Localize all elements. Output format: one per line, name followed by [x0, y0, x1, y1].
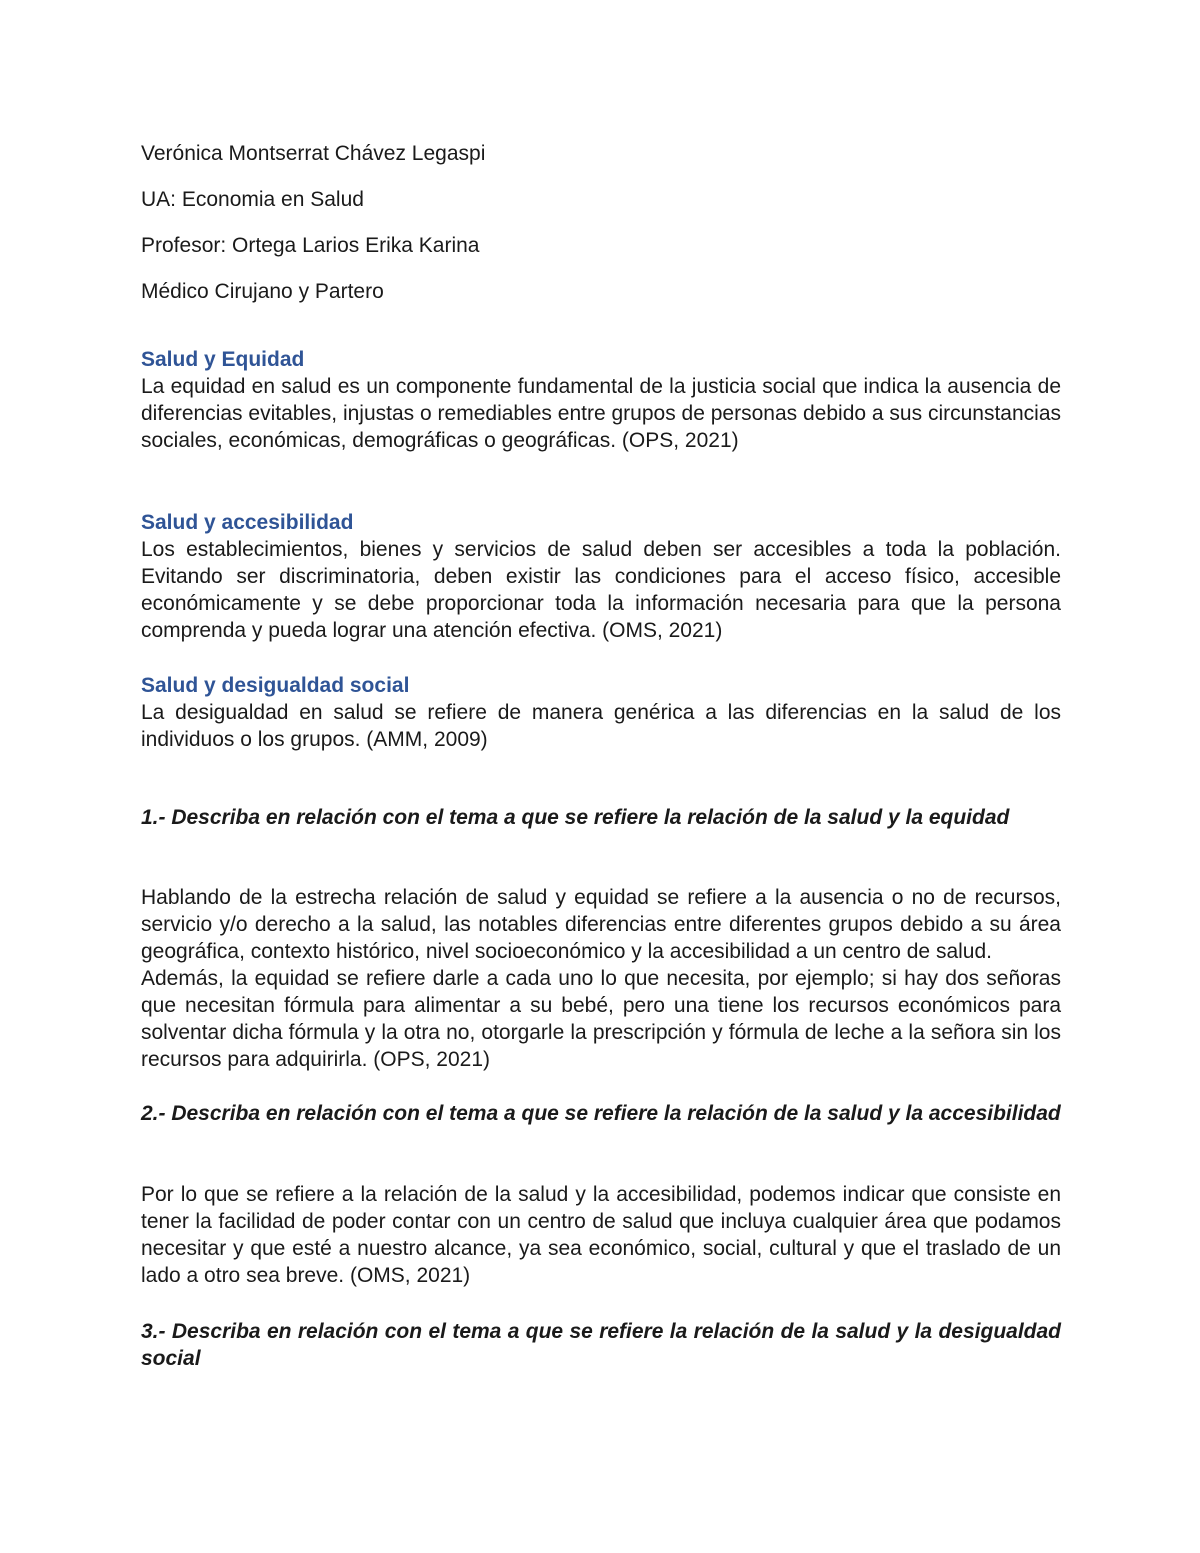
- section-heading: Salud y accesibilidad: [141, 511, 354, 534]
- section-desigualdad: [141, 672, 1061, 753]
- answer-paragraph: Además, la equidad se refiere darle a cada uno lo que necesita, por ejemplo; si hay dos señoras que necesitan fórmula para alimentar a su bebé, pero una tiene los recursos económicos para solventar dicha fórmula y la otra no, otorgarle la prescripción y fórmula de leche a la señora sin los recursos para adquirirla. (OPS, 2021): [141, 967, 1061, 1071]
- question-heading: 2.- Describa en relación con el tema a que se refiere la relación de la salud y la accesibilidad: [141, 1102, 1061, 1125]
- question-heading: 3.- Describa en relación con el tema a que se refiere la relación de la salud y la desigualdad social: [141, 1320, 1061, 1370]
- section-body: La equidad en salud es un componente fundamental de la justicia social que indica la ausencia de diferencias evitables, injustas o remediables entre grupos de personas debido a sus circunstancias sociales, económicas, demográficas o geográficas. (OPS, 2021): [141, 375, 1061, 452]
- section-accesibilidad: [141, 509, 1061, 644]
- question-3: [141, 1318, 1061, 1372]
- question-heading: 1.- Describa en relación con el tema a que se refiere la relación de la salud y la equidad: [141, 806, 1010, 829]
- answer-2: [141, 1181, 1061, 1289]
- answer-1: [141, 884, 1061, 1073]
- course-name: UA: Economia en Salud: [141, 188, 364, 211]
- student-name: Verónica Montserrat Chávez Legaspi: [141, 142, 486, 165]
- section-heading: Salud y Equidad: [141, 348, 305, 371]
- section-body: La desigualdad en salud se refiere de manera genérica a las diferencias en la salud de los individuos o los grupos. (AMM, 2009): [141, 701, 1061, 751]
- answer-paragraph: Por lo que se refiere a la relación de la salud y la accesibilidad, podemos indicar que consiste en tener la facilidad de poder contar con un centro de salud que incluya cualquier área que podamos necesitar y que esté a nuestro alcance, ya sea económico, social, cultural y que el traslado de un lado a otro sea breve. (OMS, 2021): [141, 1183, 1061, 1287]
- answer-paragraph: Hablando de la estrecha relación de salud y equidad se refiere a la ausencia o no de recursos, servicio y/o derecho a la salud, las notables diferencias entre diferentes grupos debido a su área geográfica, contexto histórico, nivel socioeconómico y la accesibilidad a un centro de salud.: [141, 886, 1061, 963]
- question-2: [141, 1100, 1061, 1127]
- question-1: [141, 804, 1061, 831]
- section-heading: Salud y desigualdad social: [141, 674, 410, 697]
- section-body: Los establecimientos, bienes y servicios de salud deben ser accesibles a toda la población. Evitando ser discriminatoria, deben existir las condiciones para el acceso físico, accesible económicamente y se debe proporcionar toda la información necesaria para que la persona comprenda y pueda lograr una atención efectiva. (OMS, 2021): [141, 538, 1061, 642]
- professor-name: Profesor: Ortega Larios Erika Karina: [141, 234, 480, 257]
- section-equidad: [141, 346, 1061, 454]
- program-name: Médico Cirujano y Partero: [141, 280, 384, 303]
